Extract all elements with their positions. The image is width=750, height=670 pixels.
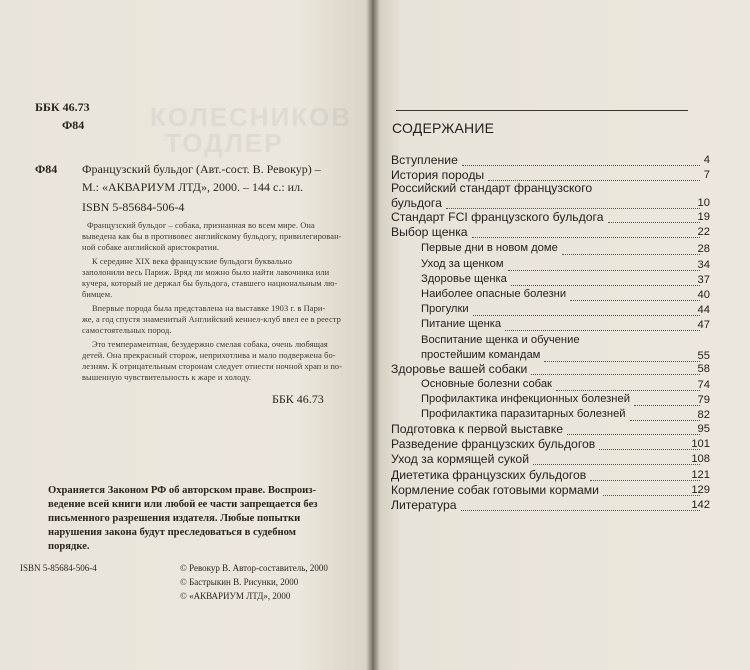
abstract-line: самостоятельных пород. (82, 326, 172, 335)
toc-entry-title: Воспитание щенка и обучение (421, 334, 580, 346)
toc-page-number: 121 (691, 469, 710, 481)
toc-page-number: 79 (697, 394, 710, 406)
copyright-notice-line: нарушения закона будут преследоваться в судебном (48, 527, 296, 538)
toc-entry-title: Подготовка к первой выставке (391, 422, 563, 436)
toc-entry-title: Первые дни в новом доме (421, 242, 558, 254)
toc-entry-title: Кормление собак готовыми кормами (391, 483, 599, 497)
toc-entry-title: Профилактика паразитарных болезней (421, 408, 626, 420)
toc-page-number: 47 (697, 319, 710, 331)
toc-page-number: 10 (697, 197, 710, 209)
toc-leader-dots (462, 164, 700, 166)
toc-page-number: 129 (691, 484, 710, 496)
bleed-through-text: ТОДЛЕР (165, 128, 284, 158)
toc-leader-dots (473, 314, 700, 316)
toc-entry-title: Основные болезни собак (421, 378, 552, 390)
abstract-line: кучера, который не держал бы бульдога, ставшего национальным лю- (82, 279, 338, 288)
book-gutter (366, 0, 380, 670)
toc-entry-title: бульдога (391, 196, 442, 210)
record-sign: Ф84 (35, 162, 58, 176)
toc-page-number: 101 (691, 438, 710, 450)
toc-page-number: 7 (703, 169, 710, 181)
toc-leader-dots (511, 284, 700, 286)
isbn-footer: ISBN 5-85684-506-4 (20, 563, 97, 573)
toc-heading: СОДЕРЖАНИЕ (392, 120, 495, 136)
toc-entry-title: Профилактика инфекционных болезней (421, 393, 630, 405)
toc-page-number: 58 (697, 363, 710, 375)
copyright-notice-line: порядке. (48, 541, 90, 552)
abstract-line: К середине XIX века французские бульдоги буквально (92, 257, 292, 266)
record-line: М.: «АКВАРИУМ ЛТД», 2000. – 144 с.: ил. (82, 180, 304, 194)
toc-page-number: 40 (697, 289, 710, 301)
toc-entry-title: Разведение французских бульдогов (391, 437, 596, 451)
toc-page-number: 74 (697, 379, 710, 391)
left-page-imprint (0, 0, 372, 670)
toc-rule (396, 110, 688, 111)
copyright-notice-line: письменного разрешения издателя. Любые попытки (48, 513, 301, 524)
toc-leader-dots (531, 373, 700, 375)
toc-page-number: 55 (697, 350, 710, 362)
copyright-notice-line: ведение всей книги или любой ее части запрещается без (48, 499, 318, 510)
abstract-line: заполонили весь Париж. Вряд ли можно было найти лавочника или (82, 268, 330, 277)
abstract-line: выведена как бы в противовес английскому бульдогу, привилегирован- (82, 232, 342, 241)
copyright-line: © Ревокур В. Автор-составитель, 2000 (180, 563, 328, 573)
abstract-line: бимцем. (82, 290, 113, 299)
copyright-line: © Бастрыкин В. Рисунки, 2000 (180, 577, 299, 587)
toc-entry-title: Наиболее опасные болезни (421, 288, 567, 300)
toc-entry-title: Вступление (391, 153, 458, 167)
toc-entry-title: простейшим командам (421, 349, 541, 361)
toc-page-number: 142 (691, 499, 710, 511)
toc-page-number: 4 (703, 154, 710, 166)
bbk-index: ББК 46.73 (35, 100, 90, 114)
toc-page-number: 82 (697, 409, 710, 421)
toc-entry-title: Литература (391, 498, 457, 512)
record-line: Французский бульдог (Авт.-сост. В. Ревокур) – (82, 162, 321, 176)
toc-leader-dots (461, 509, 700, 511)
abstract-line: Это темпераментная, безудержно смелая собака, очень любящая (92, 340, 328, 349)
toc-page-number: 108 (691, 453, 710, 465)
abstract-line: лезням. К отрицательным сторонам следует отнести ночной храп и по- (82, 362, 343, 371)
toc-leader-dots (544, 360, 700, 362)
toc-leader-dots (472, 236, 700, 238)
bleed-through-text: КОЛЕСНИКОВ (150, 102, 353, 132)
copyright-line: © «АКВАРИУМ ЛТД», 2000 (180, 591, 291, 601)
toc-leader-dots (446, 207, 700, 209)
toc-entry-title: Выбор щенка (391, 225, 468, 239)
toc-leader-dots (508, 269, 700, 271)
toc-entry-title: Уход за кормящей сукой (391, 452, 530, 466)
author-sign: Ф84 (62, 118, 85, 132)
toc-entry-title: Диететика французских бульдогов (391, 468, 587, 482)
abstract-line: же, а год спустя знаменитый Английский кеннел-клуб ввел ее в реестр (82, 315, 341, 324)
toc-entry-title: Уход за щенком (421, 258, 504, 270)
toc-entry-title: Здоровье щенка (421, 273, 507, 285)
toc-entry-title: Прогулки (421, 303, 469, 315)
toc-leader-dots (533, 463, 700, 465)
isbn: ISBN 5-85684-506-4 (82, 200, 185, 214)
toc-leader-dots (556, 389, 700, 391)
toc-page-number: 19 (697, 211, 710, 223)
toc-entry-title: История породы (391, 168, 485, 182)
copyright-notice-line: Охраняется Законом РФ об авторском праве. Воспроиз- (48, 485, 317, 496)
abstract-line: Впервые порода была представлена на выставке 1903 г. в Пари- (92, 304, 326, 313)
abstract-line: вышенную чувствительность к жаре и холоду. (82, 373, 252, 382)
toc-page-number: 44 (697, 304, 710, 316)
toc-entry-title: Российский стандарт французского (391, 181, 593, 195)
abstract-line: детей. Она прекрасный сторож, неприхотлива и мало подвержена бо- (82, 351, 336, 360)
toc-entry-title: Стандарт FCI французского бульдога (391, 210, 604, 224)
toc-leader-dots (505, 329, 700, 331)
bbk-index-bottom: ББК 46.73 (272, 392, 324, 406)
toc-entry-title: Здоровье вашей собаки (391, 362, 528, 376)
toc-entry-title: Питание щенка (421, 318, 502, 330)
toc-page-number: 22 (697, 226, 710, 238)
abstract-line: ной собаке английской аристократии. (82, 243, 220, 252)
toc-page-number: 37 (697, 274, 710, 286)
toc-page-number: 95 (697, 423, 710, 435)
toc-page-number: 34 (697, 259, 710, 271)
toc-page-number: 28 (697, 243, 710, 255)
abstract-line: Французский бульдог – собака, признанная во всем мире. Она (87, 221, 315, 230)
